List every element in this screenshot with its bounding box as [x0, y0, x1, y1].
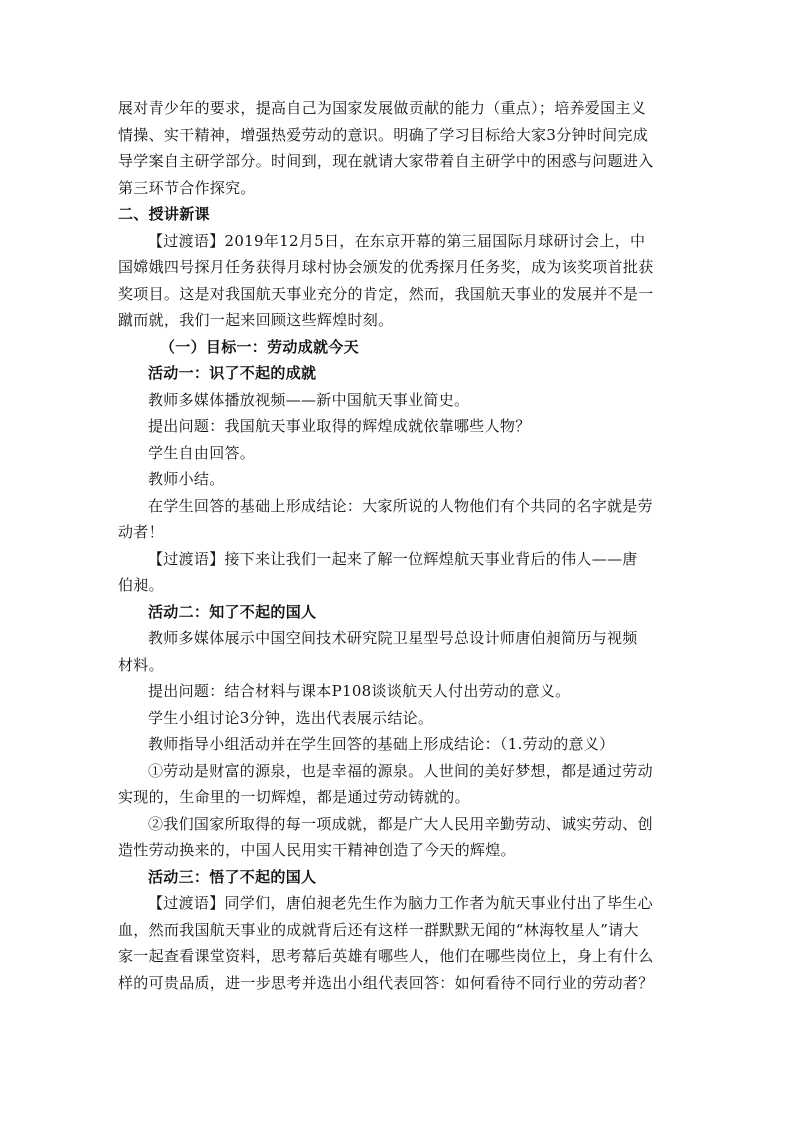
paragraph-line: ①劳动是财富的源泉，也是幸福的源泉。人世间的美好梦想，都是通过劳动 [148, 761, 653, 780]
paragraph-line: 奖项目。这是对我国航天事业充分的肯定，然而，我国航天事业的发展并不是一 [118, 284, 654, 303]
paragraph-line: 造性劳动换来的，中国人民用实干精神创造了今天的辉煌。 [118, 841, 516, 859]
paragraph-line: 导学案自主研学部分。时间到，现在就请大家带着自主研学中的困惑与问题进入 [118, 152, 654, 170]
section-heading: 活动一：识了不起的成就 [148, 364, 317, 382]
paragraph-line: 材料。 [118, 655, 164, 674]
paragraph-line: 教师多媒体展示中国空间技术研究院卫星型号总设计师唐伯昶简历与视频 [148, 629, 638, 647]
paragraph-line: 血，然而我国航天事业的成就背后还有这样一群默默无闻的“林海牧星人”请大 [118, 920, 639, 939]
paragraph-line: 【过渡语】接下来让我们一起来了解一位辉煌航天事业背后的伟人——唐 [148, 549, 638, 568]
paragraph-line: 实现的，生命里的一切辉煌，都是通过劳动铸就的。 [118, 788, 470, 806]
paragraph-line: 【过渡语】2019年12月5日，在东京开幕的第三届国际月球研讨会上，中 [148, 231, 646, 250]
document-body [118, 95, 678, 996]
paragraph-line: 教师小结。 [148, 470, 225, 488]
paragraph-line: 学生自由回答。 [148, 443, 256, 462]
paragraph-line: 提出问题：结合材料与课本P108谈谈航天人付出劳动的意义。 [148, 682, 571, 700]
paragraph-line: 第三环节合作探究。 [118, 178, 256, 197]
section-heading: （一）目标一：劳动成就今天 [160, 337, 359, 356]
paragraph-line: 国嫦娥四号探月任务获得月球村协会颁发的优秀探月任务奖，成为该奖项首批获 [118, 258, 654, 276]
paragraph-line: 【过渡语】同学们，唐伯昶老先生作为脑力工作者为航天事业付出了毕生心 [148, 894, 653, 912]
paragraph-line: 情操、实干精神，增强热爱劳动的意识。明确了学习目标给大家3分钟时间完成 [118, 125, 649, 144]
paragraph-line: 教师指导小组活动并在学生回答的基础上形成结论：（1.劳动的意义） [148, 735, 615, 753]
paragraph-line: 蹴而就，我们一起来回顾这些辉煌时刻。 [118, 311, 394, 329]
paragraph-line: 动者！ [118, 523, 164, 541]
section-heading: 活动二：知了不起的国人 [148, 602, 317, 621]
paragraph-line: ②我们国家所取得的每一项成就，都是广大人民用辛勤劳动、诚实劳动、创 [148, 814, 653, 833]
paragraph-line: 展对青少年的要求，提高自己为国家发展做贡献的能力（重点）；培养爱国主义 [118, 99, 647, 117]
paragraph-line: 教师多媒体播放视频——新中国航天事业简史。 [148, 390, 470, 409]
section-heading: 二、授讲新课 [118, 205, 210, 223]
paragraph-line: 样的可贵品质，进一步思考并选出小组代表回答：如何看待不同行业的劳动者？ [118, 973, 654, 992]
paragraph-line: 家一起查看课堂资料，思考幕后英雄有哪些人，他们在哪些岗位上，身上有什么 [118, 947, 654, 965]
section-heading: 活动三：悟了不起的国人 [148, 867, 317, 886]
paragraph-line: 学生小组讨论3分钟，选出代表展示结论。 [148, 708, 434, 727]
paragraph-line: 在学生回答的基础上形成结论：大家所说的人物他们有个共同的名字就是劳 [148, 496, 653, 515]
paragraph-line: 伯昶。 [118, 576, 164, 594]
paragraph-line: 提出问题：我国航天事业取得的辉煌成就依靠哪些人物？ [148, 417, 531, 435]
